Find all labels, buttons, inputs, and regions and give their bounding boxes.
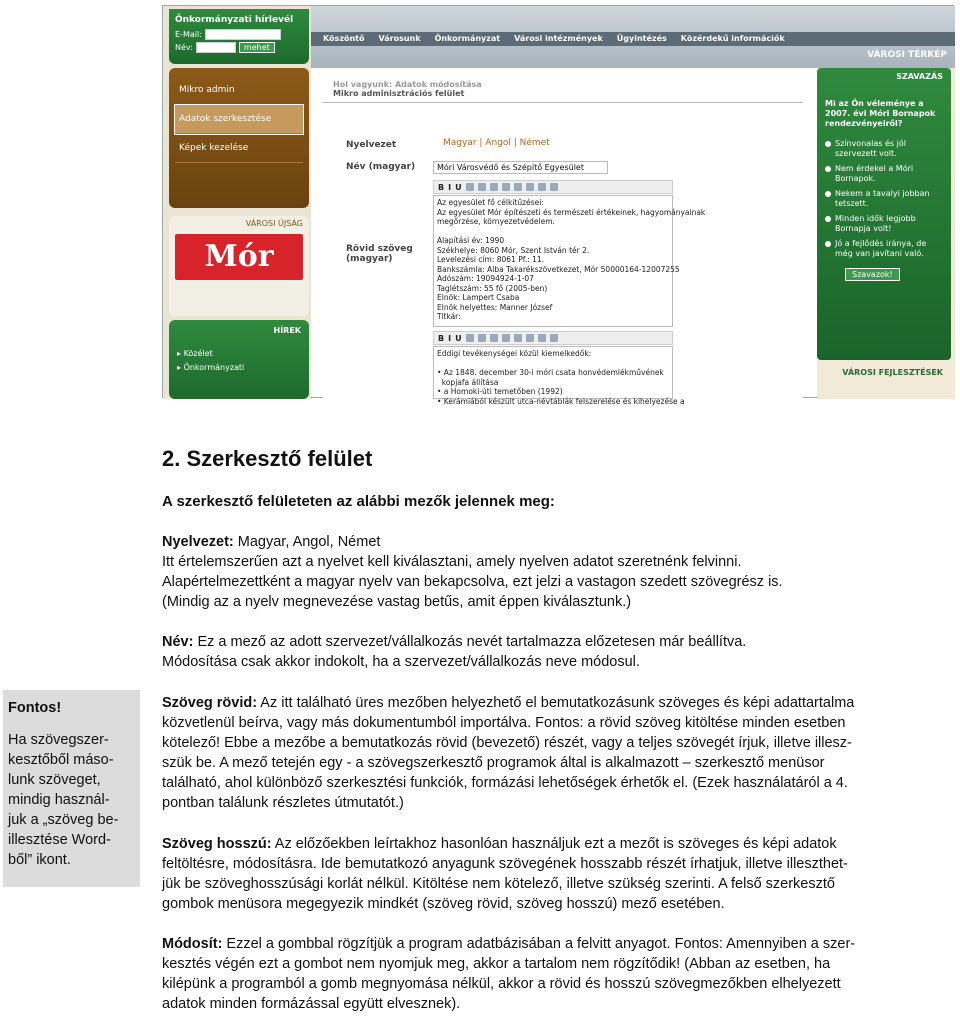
nav-varosunk[interactable]: Városunk [378, 34, 421, 43]
text-line: kesztés végén ezt a gombot nem nyomjuk meg, akkor a tartalom nem rögzítődik! (Abban az esetben, ha [162, 956, 831, 972]
text-line: jük be szöveghosszúsági korlát nélkül. Kitöltése nem kötelező, illetve szükség szerinti. A felső szerkesztő [162, 876, 835, 892]
name-field[interactable] [196, 42, 236, 53]
mor-logo[interactable]: Mór [175, 234, 303, 280]
editor-toolbar-2 [433, 331, 673, 345]
fontos-line: mindig használ- [8, 792, 110, 808]
vote-option[interactable]: Nem érdekel a Móri Bornapok. [825, 164, 943, 184]
email-label: E-Mail: [175, 30, 202, 39]
rovid-label-line: Rövid szöveg [346, 244, 413, 254]
text-line: Itt értelemszerűen azt a nyelvet kell kiválasztani, amely nyelven adatot szeretnénk felvinni. [162, 554, 742, 570]
breadcrumb-prefix: Hol vagyunk: [333, 80, 393, 89]
text-line: kötelező! Ebbe a mezőbe a bemutatkozás rövid (bevezető) részét, vagy a teljes szövegét írjuk, illetve illesz- [162, 735, 852, 751]
text-line: adatok minden formázással együtt elvesznek). [162, 996, 461, 1012]
term-text: Ezzel a gombbal rögzítjük a program adatbázisában a felvitt anyagot. Fontos: Amennyiben a szer- [222, 936, 856, 952]
text-line: pontban találunk részletes útmutatót.) [162, 795, 404, 811]
hirek-title: HÍREK [273, 326, 301, 335]
list-icon[interactable] [466, 334, 474, 342]
redo-icon[interactable] [502, 183, 510, 191]
nav-kozerdeku[interactable]: Közérdekű információk [680, 34, 785, 43]
fontos-line: lunk szöveget, [8, 772, 101, 788]
term-label: Szöveg hosszú: [162, 836, 272, 852]
italic-button[interactable]: I [448, 333, 452, 343]
varosi-terkep-link[interactable]: VÁROSI TÉRKÉP [867, 50, 947, 60]
text-line: feltöltésre, módosításra. Ide bemutatkozó anyagunk szövegének hosszabb részét írhatjuk, illetve illeszthet- [162, 856, 848, 872]
right-column [817, 68, 955, 399]
rovid-label [346, 244, 413, 264]
term-label: Nyelvezet: [162, 534, 234, 550]
nyelvezet-label: Nyelvezet [346, 140, 397, 150]
hosszu-szoveg-editor[interactable]: Eddigi tevékenységei közül kiemelkedők: • Az 1848. december 30-i móri csata honvédemlékművének kopjafa állítása • a Homoki-úti temetőben (1992) • Kerámiából készült utca-névtáblák felszerelése és kihelyezése a [433, 346, 673, 399]
underline-button[interactable]: U [455, 333, 462, 343]
vote-submit-button[interactable]: Szavazok! [845, 268, 900, 281]
hirek-panel [169, 320, 309, 399]
varosi-ujsag-title: VÁROSI ÚJSÁG [245, 219, 303, 228]
vote-title: SZAVAZÁS [896, 72, 943, 81]
page-title: Mikro adminisztrációs felület [333, 89, 465, 98]
italic-button[interactable]: I [448, 182, 452, 192]
main-nav [311, 32, 955, 46]
admin-menu [169, 68, 309, 208]
paragraph-nev [162, 632, 954, 672]
screenshot-figure [162, 5, 954, 406]
term-text: Az itt található üres mezőben helyezhető el bemutatkozásunk szöveges és képi adattartalma [257, 695, 855, 711]
smiley-icon[interactable] [538, 183, 546, 191]
newsletter-panel [169, 9, 309, 64]
fontos-line: kesztőből máso- [8, 752, 114, 768]
left-column [163, 6, 311, 399]
varosi-ujsag-panel [169, 216, 309, 316]
hirek-item-onkormanyzati[interactable]: ▸ Önkormányzati [177, 363, 245, 372]
paragraph-modosit [162, 934, 954, 1014]
email-field[interactable] [205, 29, 281, 40]
vote-option[interactable]: Jó a fejlődés iránya, de még van javítani való. [825, 239, 943, 259]
link-icon[interactable] [514, 183, 522, 191]
text-line: Alapértelmezettként a magyar nyelv van bekapcsolva, ezt jelzi a vastagon szedett szövegrész is. [162, 574, 783, 590]
smiley-icon[interactable] [538, 334, 546, 342]
menu-adatok-szerkesztese[interactable]: Adatok szerkesztése [175, 105, 303, 134]
indent-icon[interactable] [478, 334, 486, 342]
undo-icon[interactable] [490, 183, 498, 191]
hirek-item-label: Közélet [183, 349, 213, 358]
vote-question: Mi az Ön véleménye a 2007. évi Móri Bornapok rendezvényeiről? [825, 99, 936, 128]
list-icon[interactable] [466, 183, 474, 191]
term-label: Név: [162, 634, 194, 650]
paragraph-nyelvezet [162, 532, 954, 612]
language-selector[interactable]: Magyar | Angol | Német [443, 138, 550, 148]
image-icon[interactable] [526, 183, 534, 191]
section-title: 2. Szerkesztő felület [162, 446, 373, 471]
nav-ugyintezes[interactable]: Ügyintézés [616, 34, 667, 43]
bold-button[interactable]: B [438, 333, 445, 343]
text-line: gombok menüsora megegyezik mindkét (szöveg rövid, szöveg hosszú) mező esetében. [162, 896, 725, 912]
section-subtitle: A szerkesztő felületeten az alábbi mezők jelennek meg: [162, 493, 555, 510]
text-line: kilépünk a programból a gomb megnyomása nélkül, akkor a rövid és hosszú szövegmezőkben elhelyezett [162, 976, 841, 992]
nav-koszonto[interactable]: Köszöntő [323, 34, 365, 43]
paragraph-hosszu [162, 834, 954, 914]
rovid-szoveg-editor[interactable]: Az egyesület fő célkitűzései: Az egyesület Mór építészeti és természeti értékeinek, hagyományainak megőrzése, környezetvédelem. Alapítási év: 1990 Székhelye: 8060 Mór, Szent István tér 2. Levelezési cím: 8061 Pf.: 11. Bankszámla: Alba Takarékszövetkezet, Mór 50000164-12007255 Adószám: 19094924-1-07 Taglétszám: 55 fő (2005-ben) Elnök: Lampert Csaba Elnök helyettes: Manner József Titkár: [433, 195, 673, 327]
text-line: közvetlenül beírva, vagy más dokumentumból importálva. Fontos: a rövid szöveg kitöltése minden esetben [162, 715, 846, 731]
send-button[interactable]: mehet [239, 42, 275, 53]
link-icon[interactable] [514, 334, 522, 342]
varosi-fejlesztesek-link[interactable]: VÁROSI FEJLESZTÉSEK [842, 368, 943, 377]
vote-option[interactable]: Nekem a tavalyi jobban tetszett. [825, 189, 943, 209]
text-line: található, ahol különböző szerkesztési funkciók, formázási lehetőségek érhetők el. (Ezek használatáról a 4. [162, 775, 848, 791]
hirek-item-label: Önkormányzati [183, 363, 245, 372]
fontos-line: juk a „szöveg be- [8, 812, 119, 828]
paste-word-icon[interactable] [550, 334, 558, 342]
fontos-line: illesztése Word- [8, 832, 111, 848]
vote-option[interactable]: Színvonalas és jól szervezett volt. [825, 139, 943, 159]
indent-icon[interactable] [478, 183, 486, 191]
nav-varosi-intezmenyek[interactable]: Városi intézmények [514, 34, 603, 43]
term-text: Magyar, Angol, Német [233, 534, 381, 550]
text-line: Módosítása csak akkor indokolt, ha a szervezet/vállalkozás neve módosul. [162, 654, 640, 670]
menu-mikro-admin[interactable]: Mikro admin [175, 76, 303, 105]
text-line: (Mindig az a nyelv megnevezése vastag betűs, amit éppen kiválasztunk.) [162, 594, 632, 610]
bold-button[interactable]: B [438, 182, 445, 192]
top-banner [311, 6, 955, 68]
nev-label: Név (magyar) [346, 162, 416, 172]
fontos-title: Fontos! [8, 700, 62, 716]
nav-onkormanyzat[interactable]: Önkormányzat [434, 34, 501, 43]
term-text: Az előzőekben leírtakhoz hasonlóan használjuk ezt a mezőt is szöveges és képi adatok [271, 836, 837, 852]
fontos-line: Ha szövegszer- [8, 732, 109, 748]
redo-icon[interactable] [502, 334, 510, 342]
page-header [323, 76, 803, 103]
fontos-sidebar [3, 690, 140, 887]
text-line: szük be. A mező tetején egy - a szövegszerkesztő programok által is alkalmazott – szerkesztő menüsor [162, 755, 825, 771]
menu-kepek-kezelese[interactable]: Képek kezelése [175, 134, 303, 163]
name-label: Név: [175, 43, 193, 52]
undo-icon[interactable] [490, 334, 498, 342]
paste-word-icon[interactable] [550, 183, 558, 191]
term-label: Szöveg rövid: [162, 695, 258, 711]
editor-toolbar-1 [433, 180, 673, 194]
underline-button[interactable]: U [455, 182, 462, 192]
fontos-line: ből” ikont. [8, 852, 71, 868]
vote-panel [817, 68, 951, 360]
newsletter-title: Önkormányzati hírlevél [175, 15, 294, 25]
hirek-item-kozelet[interactable]: ▸ Közélet [177, 349, 213, 358]
breadcrumb-page: Adatok módosítása [394, 80, 482, 89]
term-text: Ez a mező az adott szervezet/vállalkozás nevét tartalmazza előzetesen már beállítva. [193, 634, 747, 650]
paragraph-rovid [162, 693, 954, 813]
vote-option[interactable]: Minden idők legjobb Bornapja volt! [825, 214, 943, 234]
breadcrumb [333, 80, 793, 89]
image-icon[interactable] [526, 334, 534, 342]
term-label: Módosít: [162, 936, 223, 952]
nev-input[interactable]: Móri Városvédő és Szépítő Egyesület [433, 161, 608, 174]
admin-main [323, 76, 803, 406]
rovid-label-lang: (magyar) [346, 254, 393, 264]
